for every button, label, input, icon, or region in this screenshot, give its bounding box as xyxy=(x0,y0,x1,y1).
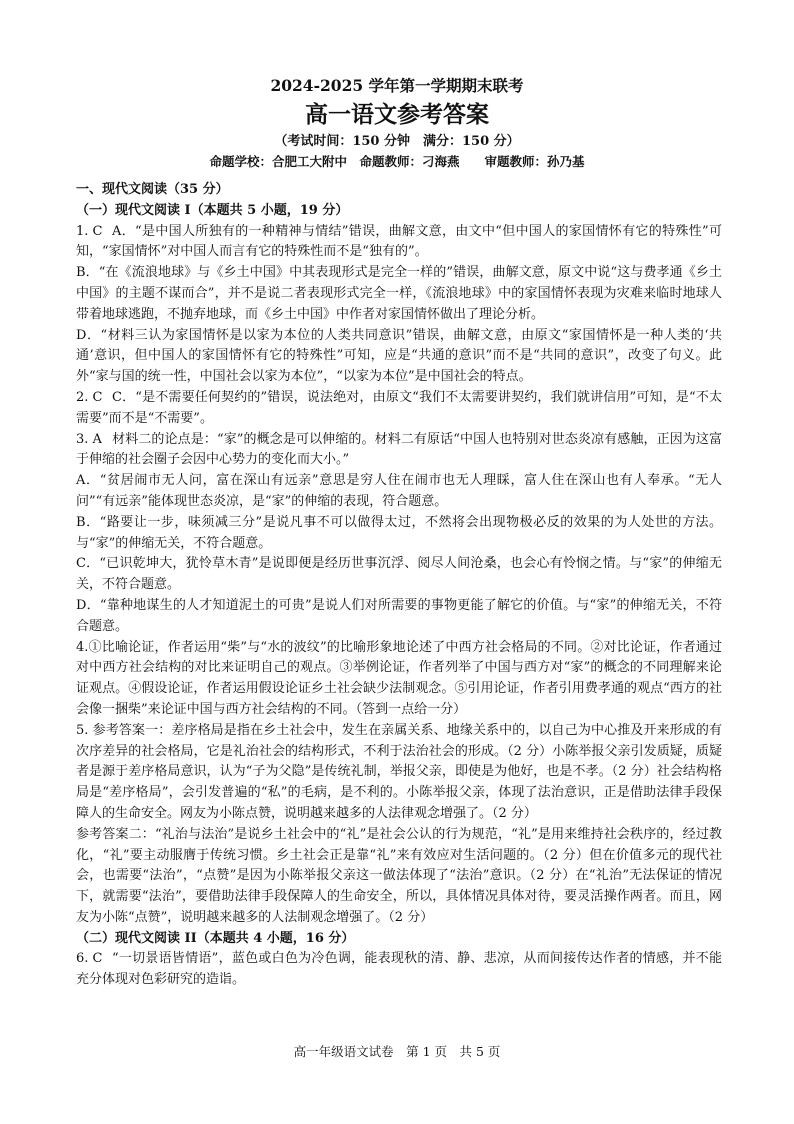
question-number: 1. C xyxy=(76,223,103,239)
main-title: 高一语文参考答案 xyxy=(305,101,489,128)
question-2 xyxy=(76,388,722,430)
question-4 xyxy=(76,638,722,721)
exam-title: 2024-2025 学年第一学期期末联考 xyxy=(270,76,524,95)
question-3-option-b: B．“路要让一步，味须减三分”是说凡事不可以做得太过，不然将会出现物极必反的效果的为人处世的方法。与“家”的伸缩无关，不符合题意。 xyxy=(76,514,722,551)
question-number: 3. A xyxy=(76,431,102,447)
question-number: 5. xyxy=(76,722,89,738)
exam-info: （考试时间：150 分钟 满分：150 分） xyxy=(274,134,520,149)
subsection-heading: （二）现代文阅读 II（本题共 4 小题，16 分） xyxy=(76,930,355,946)
question-5-answer-2: 参考答案二：“礼治与法治”是说乡土社会中的“礼”是社会公认的行为规范，“礼”是用来维持社会秩序的，经过教化，“礼”要主动服膺于传统习惯。乡土社会正是靠“礼”来有效应对生活问题的。（2 分）但在价值多元的现代社会，也需要“法治”，“点赞”是因为小陈举报父亲这一做法体现了“法治”意识。（2 分）在“礼治”无法保证的情况下，就需要“法治”，要借助法律手段保障人的生命安全，所以，具体情况具体对待，要灵活操作两者。而且，网友为小陈“点赞”，说明越来越多的人法制观念增强了。（2 分） xyxy=(76,826,722,925)
question-number: 6. C xyxy=(76,951,103,967)
subsection-heading: （一）现代文阅读 I（本题共 5 小题，19 分） xyxy=(76,202,349,218)
question-3-option-a: A．“贫居闹市无人问，富在深山有远亲”意思是穷人住在闹市也无人理睬，富人住在深山也有人奉承。“无人问”“有远亲”能体现世态炎凉，是“家”的伸缩的表现，符合题意。 xyxy=(76,473,722,509)
question-1-option-a xyxy=(76,222,722,264)
question-3-option-d: D．“靠种地谋生的人才知道泥土的可贵”是说人们对所需要的事物更能了解它的价值。与“家”的伸缩无关，不符合题意。 xyxy=(76,597,722,634)
answer-text: ①比喻论证，作者运用“柴”与“水的波纹”的比喻形象地论述了中西方社会格局的不同。②对比论证，作者通过对中西方社会结构的对比来证明自己的观点。③举例论证，作者列举了中国与西方对“家”的概念的不同理解来论证观点。④假设论证，作者运用假设论证乡土社会缺少法制观念。⑤引用论证，作者引用费孝通的观点“西方的社会像一捆柴”来论证中国与西方社会结构的不同。（答到一点给一分） xyxy=(76,639,722,717)
page-footer: 高一年级语文试卷 第 1 页 共 5 页 xyxy=(293,1044,501,1059)
answer-text: 材料二的论点是：“家”的概念是可以伸缩的。材料二有原话“中国人也特别对世态炎凉有感触，正因为这富于伸缩的社会圈子会因中心势力的变化而大小。” xyxy=(76,431,722,468)
question-1-option-d: D．“材料三认为家国情怀是以家为本位的人类共同意识”错误，曲解文意，由原文“家国情怀是一种人类的‘共通’意识，但中国人的家国情怀有它的特殊性”可知，应是“共通的意识”而不是“共同的意识”，改变了句义。此外“家与国的统一性，中国社会以家为本位”，“以家为本位”是中国社会的特点。 xyxy=(76,327,722,385)
question-3-intro xyxy=(76,430,722,472)
staff-info: 命题学校：合肥工大附中 命题教师：刁海燕 审题教师：孙乃基 xyxy=(209,154,585,169)
answer-text: C．“是不需要任何契约的”错误，说法绝对，由原文“我们不太需要讲契约，我们就讲信用”可知，是“不太需要”而不是“不需要”。 xyxy=(76,389,722,426)
question-3-option-c: C．“已识乾坤大，犹怜草木青”是说即便是经历世事沉浮、阅尽人间沧桑，也会心有怜悯之情。与“家”的伸缩无关，不符合题意。 xyxy=(76,556,722,593)
answer-text: “一切景语皆情语”，蓝色或白色为冷色调，能表现秋的清、静、悲凉，从而间接传达作者的情感，并不能充分体现对色彩研究的造诣。 xyxy=(76,951,722,988)
answer-content xyxy=(76,180,722,991)
question-number: 2. C xyxy=(76,389,103,405)
question-5-answer-1 xyxy=(76,721,722,825)
answer-text: 参考答案一：差序格局是指在乡土社会中，发生在亲属关系、地缘关系中的，以自己为中心推及开来形成的有次序差异的社会格局，它是礼治社会的结构形式，不利于法治社会的形成。（2 分）小陈举报父亲引发质疑，质疑者是源于差序格局意识，认为“子为父隐”是传统礼制，举报父亲，即使是为他好，也是不孝。（2 分）社会结构格局是“差序格局”，会引发普遍的“私”的毛病，是不利的。小陈举报父亲，体现了法治意识，正是借助法律手段保障人的生命安全。网友为小陈点赞，说明越来越多的人法律观念增强了。（2 分） xyxy=(76,722,722,821)
document-header xyxy=(0,76,794,172)
question-6 xyxy=(76,949,722,991)
section-heading: 一、现代文阅读（35 分） xyxy=(76,182,229,197)
question-1-option-b: B．“在《流浪地球》与《乡土中国》中其表现形式是完全一样的”错误，曲解文意，原文中说“这与费孝通《乡土中国》的主题不谋而合”，并不是说二者表现形式完全一样，《流浪地球》中的家国情怀表现为灾难来临时地球人带着地球逃跑，不抛弃地球，而《乡土中国》中作者对家国情怀做出了理论分析。 xyxy=(76,265,722,322)
question-number: 4. xyxy=(76,639,89,655)
answer-text: A．“是中国人所独有的一种精神与情结”错误，曲解文意，由文中“但中国人的家国情怀有它的特殊性”可知，“家国情怀”对中国人而言有它的特殊性而不是“独有的”。 xyxy=(76,223,722,260)
